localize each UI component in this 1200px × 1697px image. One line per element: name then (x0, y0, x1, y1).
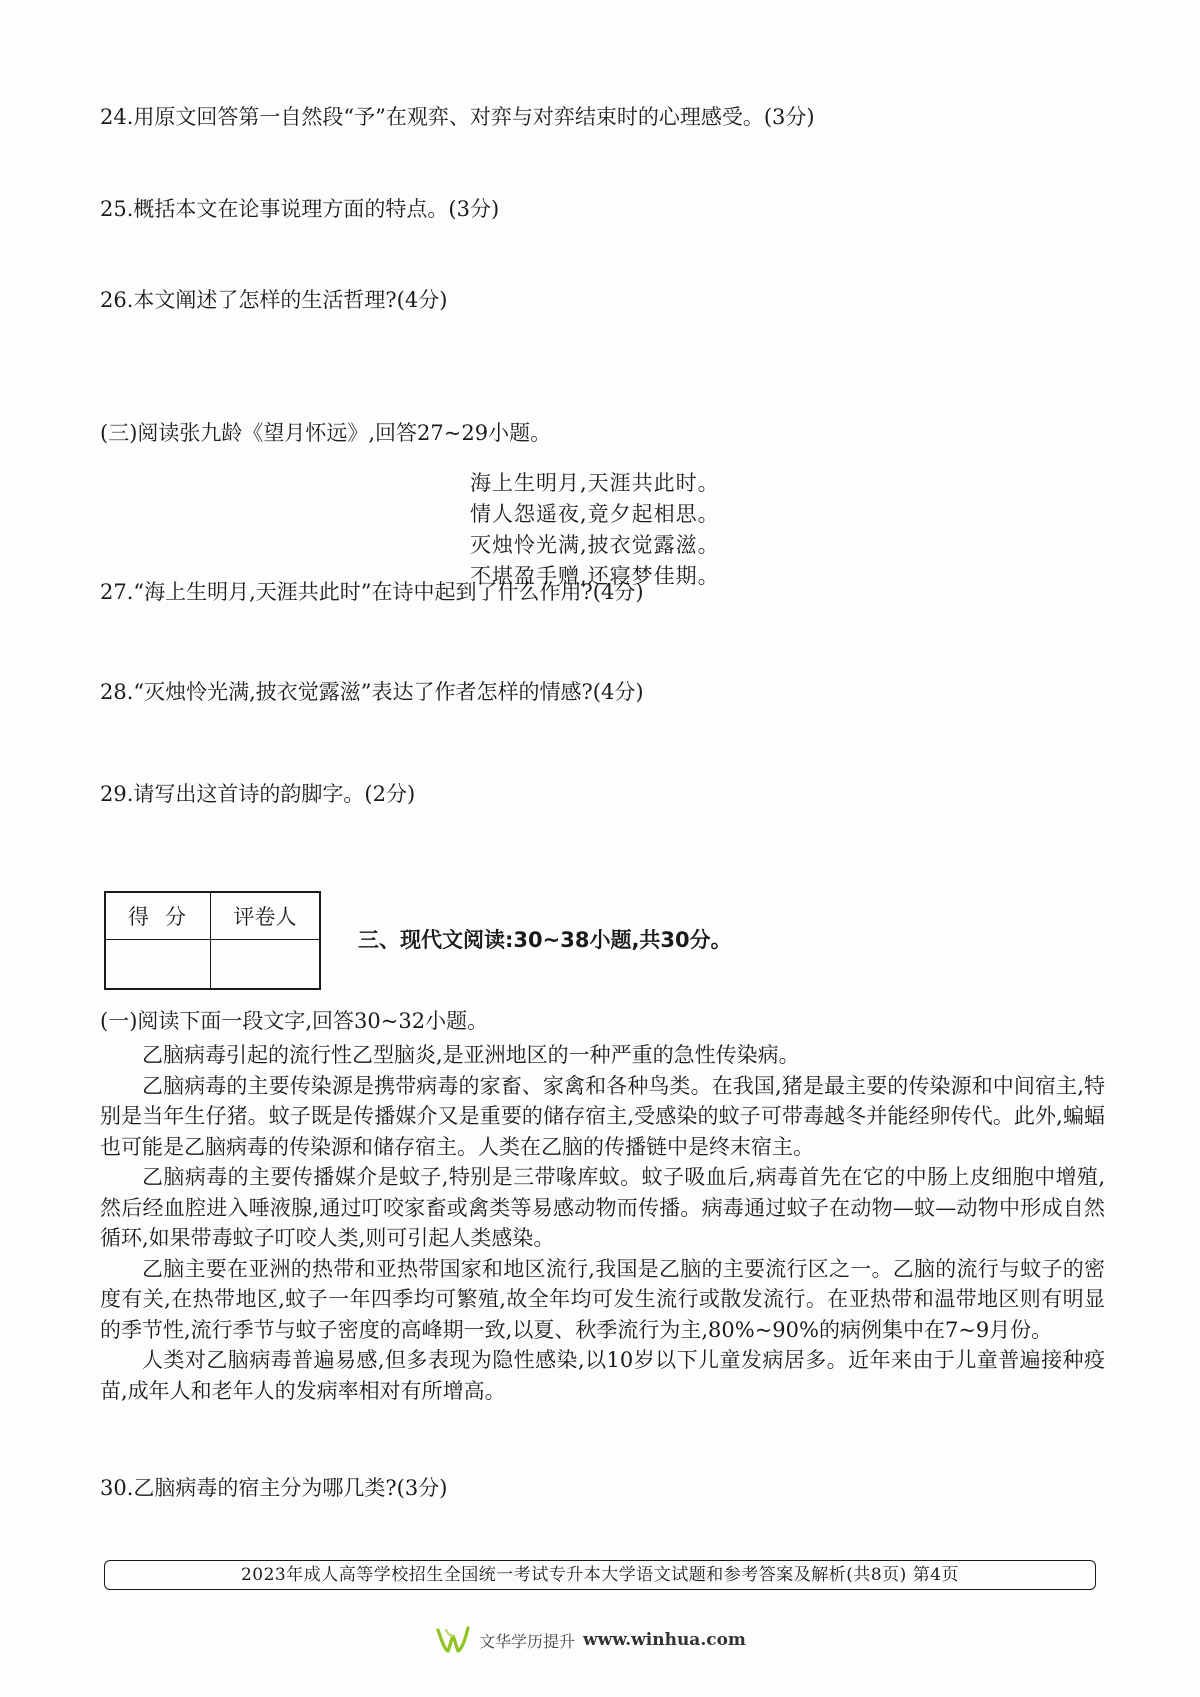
section-3-intro: (三)阅读张九龄《望月怀远》,回答27~29小题。 (100, 421, 552, 445)
score-cell[interactable] (105, 940, 210, 990)
poem-line: 灭烛怜光满,披衣觉露滋。 (470, 533, 720, 557)
passage-paragraph: 乙脑病毒引起的流行性乙型脑炎,是亚洲地区的一种严重的急性传染病。 (142, 1043, 800, 1067)
question-26: 26.本文阐述了怎样的生活哲理?(4分) (100, 288, 448, 312)
passage-paragraph: 乙脑病毒的主要传播媒介是蚊子,特别是三带喙库蚊。蚊子吸血后,病毒首先在它的中肠上皮细胞中增殖,然后经血腔进入唾液腺,通过叮咬家畜或禽类等易感动物而传播。病毒通过蚊子在动物—蚊—动物中形成自然循环,如果带毒蚊子叮咬人类,则可引起人类感染。 (100, 1165, 1105, 1250)
grader-label: 评卷人 (210, 892, 320, 940)
question-30: 30.乙脑病毒的宿主分为哪几类?(3分) (100, 1476, 448, 1500)
grader-cell[interactable] (210, 940, 320, 990)
poem-line: 海上生明月,天涯共此时。 (470, 471, 720, 495)
passage-1-intro: (一)阅读下面一段文字,回答30~32小题。 (100, 1009, 489, 1033)
part-3-title: 三、现代文阅读:30~38小题,共30分。 (358, 928, 732, 952)
watermark-text: 文华学历提升 (479, 1631, 576, 1651)
poem-block (470, 468, 720, 592)
question-29: 29.请写出这首诗的韵脚字。(2分) (100, 782, 416, 806)
watermark-url[interactable]: www.winhua.com (583, 1630, 746, 1650)
passage-paragraph: 乙脑病毒的主要传染源是携带病毒的家畜、家禽和各种鸟类。在我国,猪是最主要的传染源和中间宿主,特别是当年生仔猪。蚊子既是传播媒介又是重要的储存宿主,受感染的蚊子可带毒越冬并能经卵传代。此外,蝙蝠也可能是乙脑病毒的传染源和储存宿主。人类在乙脑的传播链中是终末宿主。 (100, 1073, 1105, 1159)
winhua-w-logo-icon (435, 1624, 471, 1656)
page-footer: 2023年成人高等学校招生全国统一考试专升本大学语文试题和参考答案及解析(共8页) 第4页 (104, 1560, 1096, 1590)
question-24: 24.用原文回答第一自然段“予”在观弈、对弈与对弈结束时的心理感受。(3分) (100, 105, 815, 129)
passage-paragraph: 乙脑主要在亚洲的热带和亚热带国家和地区流行,我国是乙脑的主要流行区之一。乙脑的流行与蚊子的密度有关,在热带地区,蚊子一年四季均可繁殖,故全年均可发生流行或散发流行。在亚热带和温带地区则有明显的季节性,流行季节与蚊子密度的高峰期一致,以夏、秋季流行为主,80%~90%的病例集中在7~9月份。 (100, 1256, 1105, 1342)
question-25: 25.概括本文在论事说理方面的特点。(3分) (100, 197, 500, 221)
poem-line: 不堪盈手赠,还寝梦佳期。 (470, 564, 720, 588)
question-28: 28.“灭烛怜光满,披衣觉露滋”表达了作者怎样的情感?(4分) (100, 680, 644, 704)
poem-line: 情人怨遥夜,竟夕起相思。 (470, 502, 720, 526)
watermark (435, 1624, 746, 1656)
question-27: 27.“海上生明月,天涯共此时”在诗中起到了什么作用?(4分) (100, 580, 644, 604)
score-table (104, 891, 321, 990)
passage-paragraph: 人类对乙脑病毒普遍易感,但多表现为隐性感染,以10岁以下儿童发病居多。近年来由于儿童普遍接种疫苗,成年人和老年人的发病率相对有所增高。 (100, 1348, 1105, 1403)
passage-1 (100, 1040, 1105, 1406)
score-label: 得分 (105, 892, 210, 940)
